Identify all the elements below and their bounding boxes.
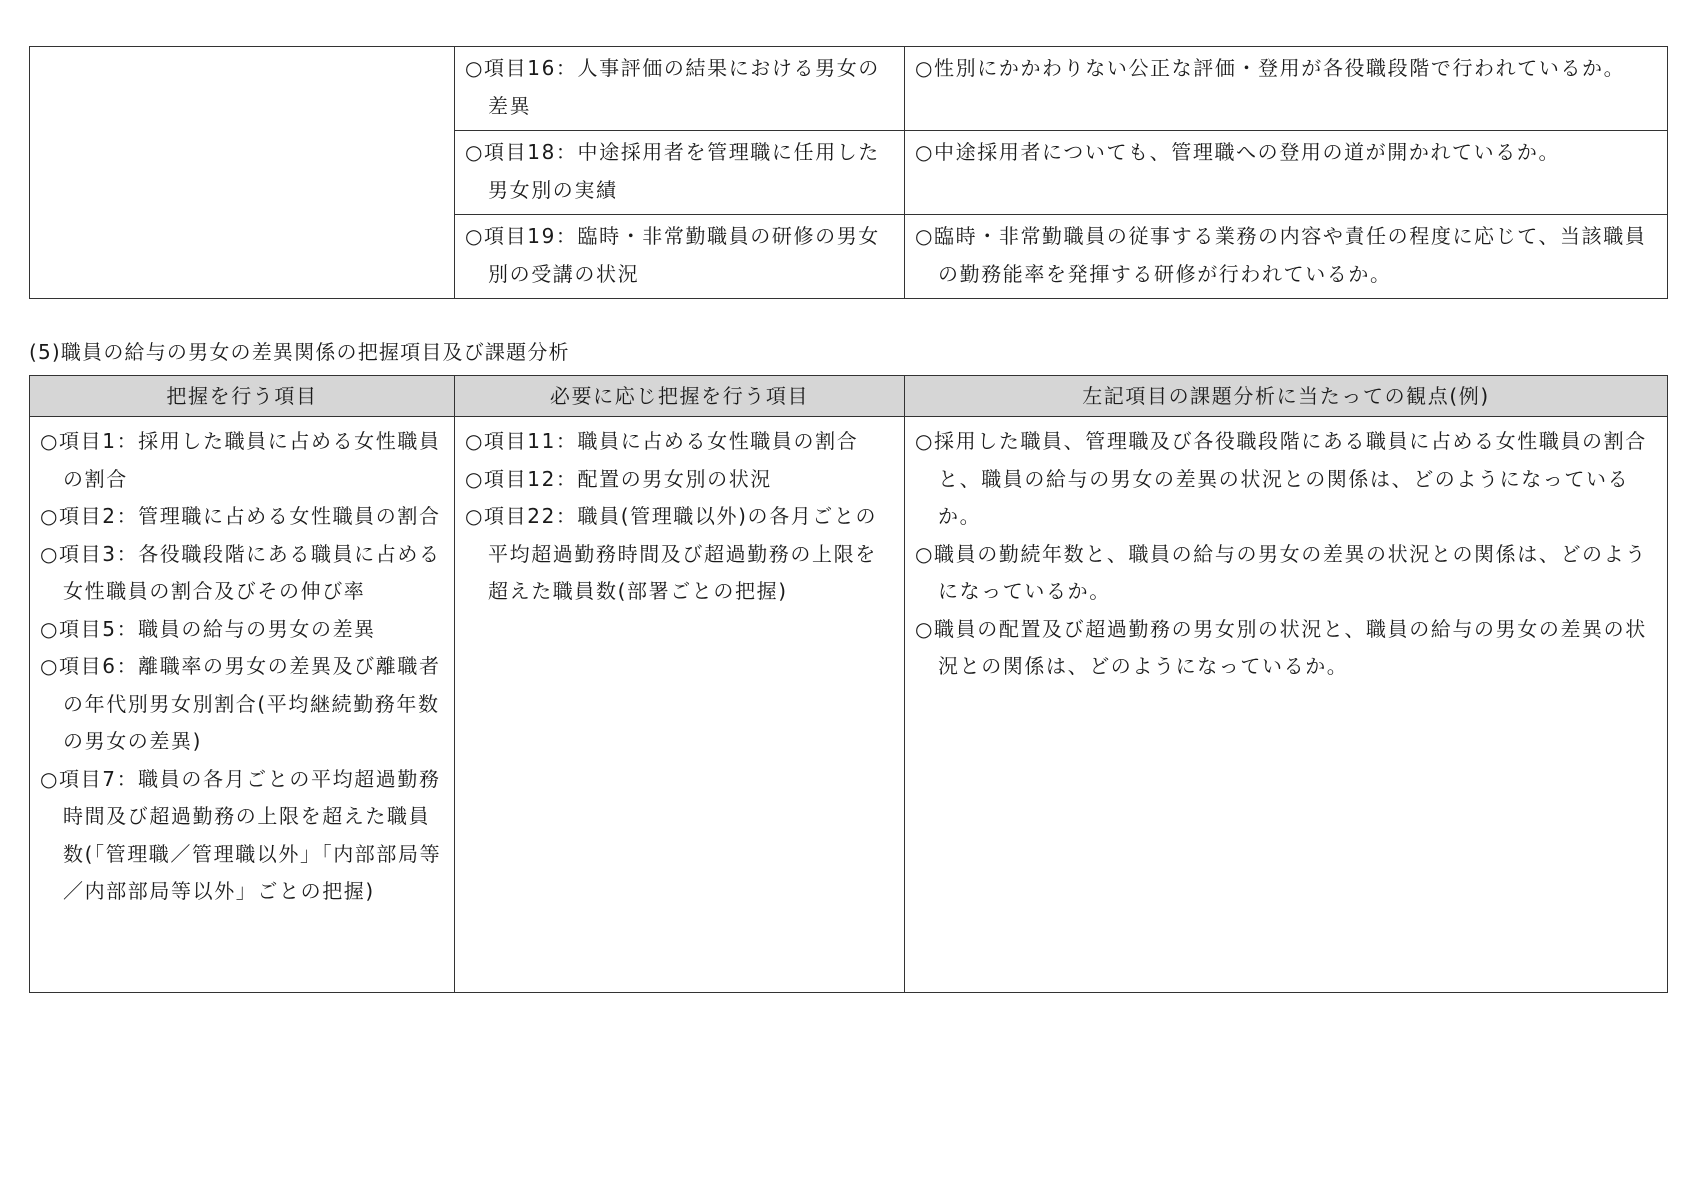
viewpoint-cell xyxy=(905,215,1668,299)
viewpoint-cell xyxy=(905,47,1668,131)
item-cell xyxy=(455,131,905,215)
list-item: ○項目1：採用した職員に占める女性職員の割合 xyxy=(40,429,441,491)
item-cell xyxy=(455,215,905,299)
list-item: ○項目16：人事評価の結果における男女の差異 xyxy=(465,56,880,118)
item-cell xyxy=(455,47,905,131)
list-item: ○項目19：臨時・非常勤職員の研修の男女別の受講の状況 xyxy=(465,224,880,286)
list-item: ○項目6：離職率の男女の差異及び離職者の年代別男女別割合(平均継続勤務年数の男女の差異) xyxy=(40,654,441,753)
list-item: ○項目22：職員(管理職以外)の各月ごとの平均超過勤務時間及び超過勤務の上限を超えた職員数(部署ごとの把握) xyxy=(465,504,878,603)
continued-analysis-table xyxy=(29,46,1668,299)
wage-gap-analysis-table xyxy=(29,375,1668,993)
table-row xyxy=(30,47,1668,131)
list-item: ○採用した職員、管理職及び各役職段階にある職員に占める女性職員の割合と、職員の給与の男女の差異の状況との関係は、どのようになっているか。 xyxy=(915,429,1647,528)
list-item: ○項目7：職員の各月ごとの平均超過勤務時間及び超過勤務の上限を超えた職員数(「管理職／管理職以外」「内部部局等／内部部局等以外」ごとの把握) xyxy=(40,766,442,903)
list-item: ○職員の配置及び超過勤務の男女別の状況と、職員の給与の男女の差異の状況との関係は、どのようになっているか。 xyxy=(915,616,1647,678)
column-header: 把握を行う項目 xyxy=(30,376,455,417)
list-item: ○職員の勤続年数と、職員の給与の男女の差異の状況との関係は、どのようになっているか。 xyxy=(915,541,1647,603)
list-item: ○項目12：配置の男女別の状況 xyxy=(465,466,772,491)
empty-cell xyxy=(30,47,455,299)
list-item: ○中途採用者についても、管理職への登用の道が開かれているか。 xyxy=(915,140,1561,164)
list-item: ○項目3：各役職段階にある職員に占める女性職員の割合及びその伸び率 xyxy=(40,541,441,603)
list-item: ○項目5：職員の給与の男女の差異 xyxy=(40,616,376,641)
list-item: ○項目2：管理職に占める女性職員の割合 xyxy=(40,504,441,528)
required-items-cell xyxy=(30,417,455,993)
list-item: ○項目11：職員に占める女性職員の割合 xyxy=(465,429,859,453)
optional-items-cell xyxy=(455,417,905,993)
list-item: ○項目18：中途採用者を管理職に任用した男女別の実績 xyxy=(465,140,880,202)
list-item: ○臨時・非常勤職員の従事する業務の内容や責任の程度に応じて、当該職員の勤務能率を発揮する研修が行われているか。 xyxy=(915,224,1647,286)
table-row xyxy=(30,417,1668,993)
list-item: ○性別にかかわりない公正な評価・登用が各役職段階で行われているか。 xyxy=(915,56,1626,80)
viewpoints-cell xyxy=(905,417,1668,993)
viewpoint-cell xyxy=(905,131,1668,215)
section-title: (5)職員の給与の男女の差異関係の把握項目及び課題分析 xyxy=(29,340,570,364)
table-header-row xyxy=(30,376,1668,417)
column-header: 左記項目の課題分析に当たっての観点(例) xyxy=(905,376,1668,417)
column-header: 必要に応じ把握を行う項目 xyxy=(455,376,905,417)
